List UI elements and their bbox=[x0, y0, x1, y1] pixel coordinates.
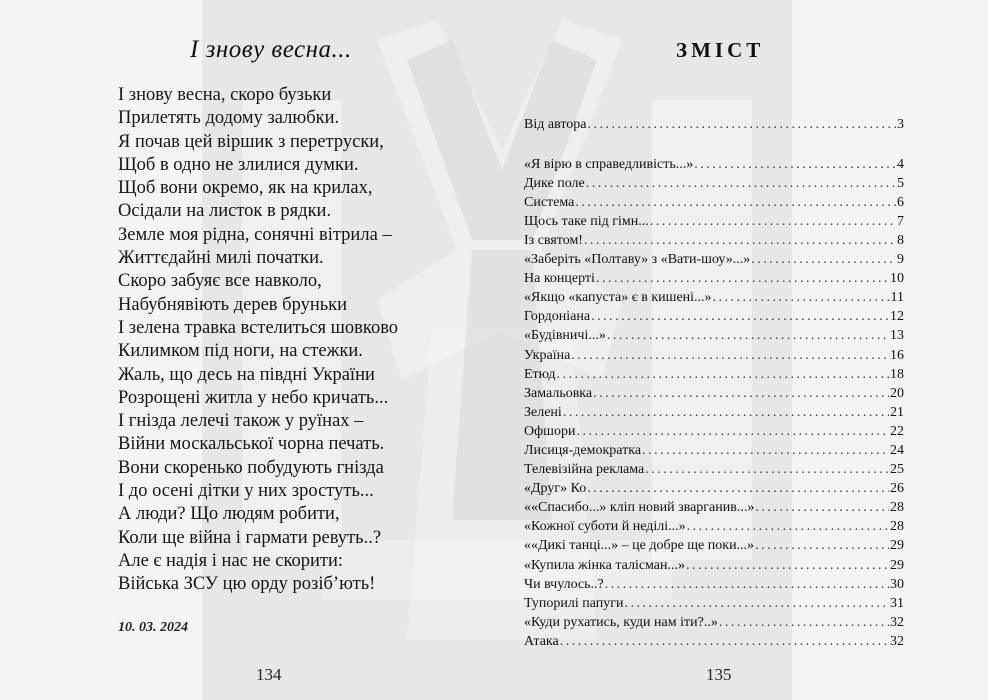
toc-entry-page: 24 bbox=[890, 443, 904, 458]
toc-entry-page: 28 bbox=[890, 519, 904, 534]
poem-line: А люди? Що людям робити, bbox=[118, 504, 340, 525]
toc-entry-page: 32 bbox=[890, 634, 904, 649]
toc-entry-page: 10 bbox=[890, 271, 904, 286]
toc-entry-page: 25 bbox=[890, 462, 904, 477]
toc-leader-dots bbox=[605, 575, 889, 594]
poem-title: І знову весна... bbox=[190, 36, 352, 63]
toc-entry[interactable] bbox=[524, 307, 904, 326]
poem-line: Розрощені житла у небо кричать... bbox=[118, 387, 389, 408]
poem-line: Осідали на листок в рядки. bbox=[118, 201, 332, 222]
toc-entry-title: «Купила жінка талісман...» bbox=[524, 558, 686, 573]
poem-line: Війни москальської чорна печать. bbox=[118, 434, 385, 455]
toc-entry[interactable] bbox=[524, 536, 904, 555]
poem-text bbox=[118, 84, 398, 597]
toc-entry-title: Від автора bbox=[524, 117, 587, 132]
toc-entry[interactable] bbox=[524, 594, 904, 613]
toc-entry-title: «Куди рухатись, куди нам іти?..» bbox=[524, 615, 718, 630]
poem-line: Килимком під ноги, на стежки. bbox=[118, 341, 363, 362]
toc-entry[interactable] bbox=[524, 250, 904, 269]
toc-leader-dots bbox=[713, 288, 890, 307]
toc-entry-title: Офшори bbox=[524, 424, 576, 439]
toc-entry[interactable] bbox=[524, 231, 904, 250]
toc-entry[interactable] bbox=[524, 326, 904, 345]
toc-entry-page: 9 bbox=[897, 252, 904, 267]
poem-line: Земле моя рідна, сонячні вітрила – bbox=[118, 224, 392, 245]
toc-entry-page: 4 bbox=[897, 157, 904, 172]
toc-entry-title: Гордоніана bbox=[524, 309, 591, 324]
toc-entry[interactable] bbox=[524, 517, 904, 536]
toc-entry-page: 11 bbox=[890, 290, 904, 305]
toc-entry-title: ««Дикі танці...» – це добре ще поки...» bbox=[524, 538, 755, 553]
toc-leader-dots bbox=[755, 498, 889, 517]
poem-line: Але є надія і нас не скорити: bbox=[118, 550, 344, 571]
poem-line: Вони скоренько побудують гнізда bbox=[118, 457, 384, 478]
toc-entry-title: «Заберіть «Полтаву» з «Вати-шоу»...» bbox=[524, 252, 751, 267]
toc-entry-title: Україна bbox=[524, 348, 571, 363]
toc-entry-title: Із святом! bbox=[524, 233, 583, 248]
toc-entry-title: «Я вірю в справедливість...» bbox=[524, 157, 694, 172]
toc-leader-dots bbox=[587, 479, 889, 498]
toc-leader-dots bbox=[645, 460, 889, 479]
poem-line: Прилетять додому залюбки. bbox=[118, 108, 340, 129]
toc-leader-dots bbox=[587, 115, 896, 134]
toc-entry-page: 22 bbox=[890, 424, 904, 439]
toc-entry-title: «Будівничі...» bbox=[524, 328, 606, 343]
toc-leader-dots bbox=[571, 346, 889, 365]
page-number: 135 bbox=[706, 665, 732, 684]
toc-leader-dots bbox=[607, 326, 889, 345]
toc-entry-page: 16 bbox=[890, 348, 904, 363]
toc-entry[interactable] bbox=[524, 346, 904, 365]
toc-entry-page: 8 bbox=[897, 233, 904, 248]
toc-entry-title: Телевізійна реклама bbox=[524, 462, 645, 477]
toc-entry-page: 5 bbox=[897, 176, 904, 191]
poem-line: Жаль, що десь на півдні України bbox=[118, 364, 375, 385]
toc-entry[interactable] bbox=[524, 498, 904, 517]
toc-entry[interactable] bbox=[524, 384, 904, 403]
toc-entry[interactable] bbox=[524, 575, 904, 594]
toc-entry-page: 7 bbox=[897, 214, 904, 229]
toc-entry[interactable] bbox=[524, 212, 904, 231]
toc-entry-page: 26 bbox=[890, 481, 904, 496]
toc-entry-page: 29 bbox=[890, 558, 904, 573]
toc-entry-title: Замальовка bbox=[524, 386, 593, 401]
toc-leader-dots bbox=[557, 365, 889, 384]
poem-line: І зелена травка встелиться шовково bbox=[118, 317, 399, 338]
toc-entry[interactable] bbox=[524, 269, 904, 288]
toc-entry-title: Чи вчулось..? bbox=[524, 577, 604, 592]
poem-line: І знову весна, скоро бузьки bbox=[118, 85, 332, 105]
page-number: 134 bbox=[256, 665, 282, 684]
toc-entry[interactable] bbox=[524, 479, 904, 498]
toc-entry-title: «Кожної суботи й неділі...» bbox=[524, 519, 686, 534]
poem-date: 10. 03. 2024 bbox=[118, 620, 188, 635]
toc-leader-dots bbox=[694, 155, 896, 174]
toc-entry[interactable] bbox=[524, 174, 904, 193]
toc-entry-page: 18 bbox=[890, 367, 904, 382]
poem-line: Набубнявіють дерев бруньки bbox=[118, 294, 348, 315]
toc-entry-title: Дике поле bbox=[524, 176, 585, 191]
toc-leader-dots bbox=[755, 536, 889, 555]
toc-entry[interactable] bbox=[524, 155, 904, 174]
toc-entry-page: 28 bbox=[890, 500, 904, 515]
poem-line: Життєдайні милі початки. bbox=[118, 248, 324, 269]
toc-entry[interactable] bbox=[524, 365, 904, 384]
toc-entry-title: Атака bbox=[524, 634, 559, 649]
toc-entry[interactable] bbox=[524, 422, 904, 441]
toc-leader-dots bbox=[642, 441, 889, 460]
toc-entry[interactable] bbox=[524, 460, 904, 479]
toc-entry[interactable] bbox=[524, 403, 904, 422]
toc-entry-page: 30 bbox=[890, 577, 904, 592]
toc-entry-page: 31 bbox=[890, 596, 904, 611]
toc-leader-dots bbox=[624, 594, 889, 613]
right-page bbox=[494, 0, 988, 700]
toc-entry-page: 21 bbox=[890, 405, 904, 420]
toc-leader-dots bbox=[560, 632, 889, 651]
toc-entry-page: 13 bbox=[890, 328, 904, 343]
toc-entry-title: Лисиця-демократка bbox=[524, 443, 642, 458]
toc-entry-page: 12 bbox=[890, 309, 904, 324]
poem-line: Скоро забуяє все навколо, bbox=[118, 271, 322, 292]
toc-entry-title: Система bbox=[524, 195, 575, 210]
toc-entry-title: Етюд bbox=[524, 367, 556, 382]
toc-leader-dots bbox=[687, 517, 889, 536]
toc-leader-dots bbox=[576, 422, 889, 441]
toc-leader-dots bbox=[593, 384, 889, 403]
toc-entry-title: Щось таке під гімн... bbox=[524, 214, 649, 229]
poem-line: Я почав цей віршик з перетруски, bbox=[118, 131, 384, 152]
toc-leader-dots bbox=[563, 403, 889, 422]
toc-entry-title: ««Спасибо...» кліп новий зварганив...» bbox=[524, 500, 755, 515]
toc-entry-title: Зелені bbox=[524, 405, 562, 420]
toc-entry-page: 29 bbox=[890, 538, 904, 553]
poem-line: І гнізда лелечі також у руїнах – bbox=[118, 411, 364, 432]
poem-line: Війська ЗСУ цю орду розіб’ють! bbox=[118, 574, 376, 595]
toc-entry[interactable] bbox=[524, 613, 904, 632]
poem-line: Щоб в одно не злилися думки. bbox=[118, 154, 359, 175]
toc-entry-title: На концерті bbox=[524, 271, 595, 286]
toc-entry-page: 6 bbox=[897, 195, 904, 210]
toc-entry-title: «Якщо «капуста» є в кишені...» bbox=[524, 290, 712, 305]
poem-line: Щоб вони окремо, як на крилах, bbox=[118, 178, 373, 199]
poem-line: Коли ще війна і гармати ревуть..? bbox=[118, 527, 382, 548]
toc-leader-dots bbox=[575, 193, 896, 212]
poem-line: І до осені дітки у них зростуть... bbox=[118, 481, 374, 502]
toc-leader-dots bbox=[751, 250, 896, 269]
toc-entry[interactable] bbox=[524, 632, 904, 651]
toc-entry-title: Тупорилі папуги bbox=[524, 596, 624, 611]
toc-leader-dots bbox=[596, 269, 889, 288]
toc-leader-dots bbox=[584, 231, 896, 250]
toc-entry-page: 3 bbox=[897, 117, 904, 132]
toc-entry[interactable] bbox=[524, 288, 904, 307]
toc-leader-dots bbox=[650, 212, 896, 231]
toc-entry[interactable] bbox=[524, 115, 904, 134]
toc-entry-page: 32 bbox=[890, 615, 904, 630]
toc-entry-page: 20 bbox=[890, 386, 904, 401]
toc-entry[interactable] bbox=[524, 441, 904, 460]
toc-leader-dots bbox=[719, 613, 889, 632]
toc-leader-dots bbox=[686, 556, 889, 575]
toc-heading: ЗМІСТ bbox=[676, 38, 765, 62]
toc-leader-dots bbox=[586, 174, 896, 193]
toc-entry[interactable] bbox=[524, 556, 904, 575]
toc-leader-dots bbox=[591, 307, 889, 326]
toc-entry[interactable] bbox=[524, 193, 904, 212]
toc-entry-title: «Друг» Ко bbox=[524, 481, 587, 496]
